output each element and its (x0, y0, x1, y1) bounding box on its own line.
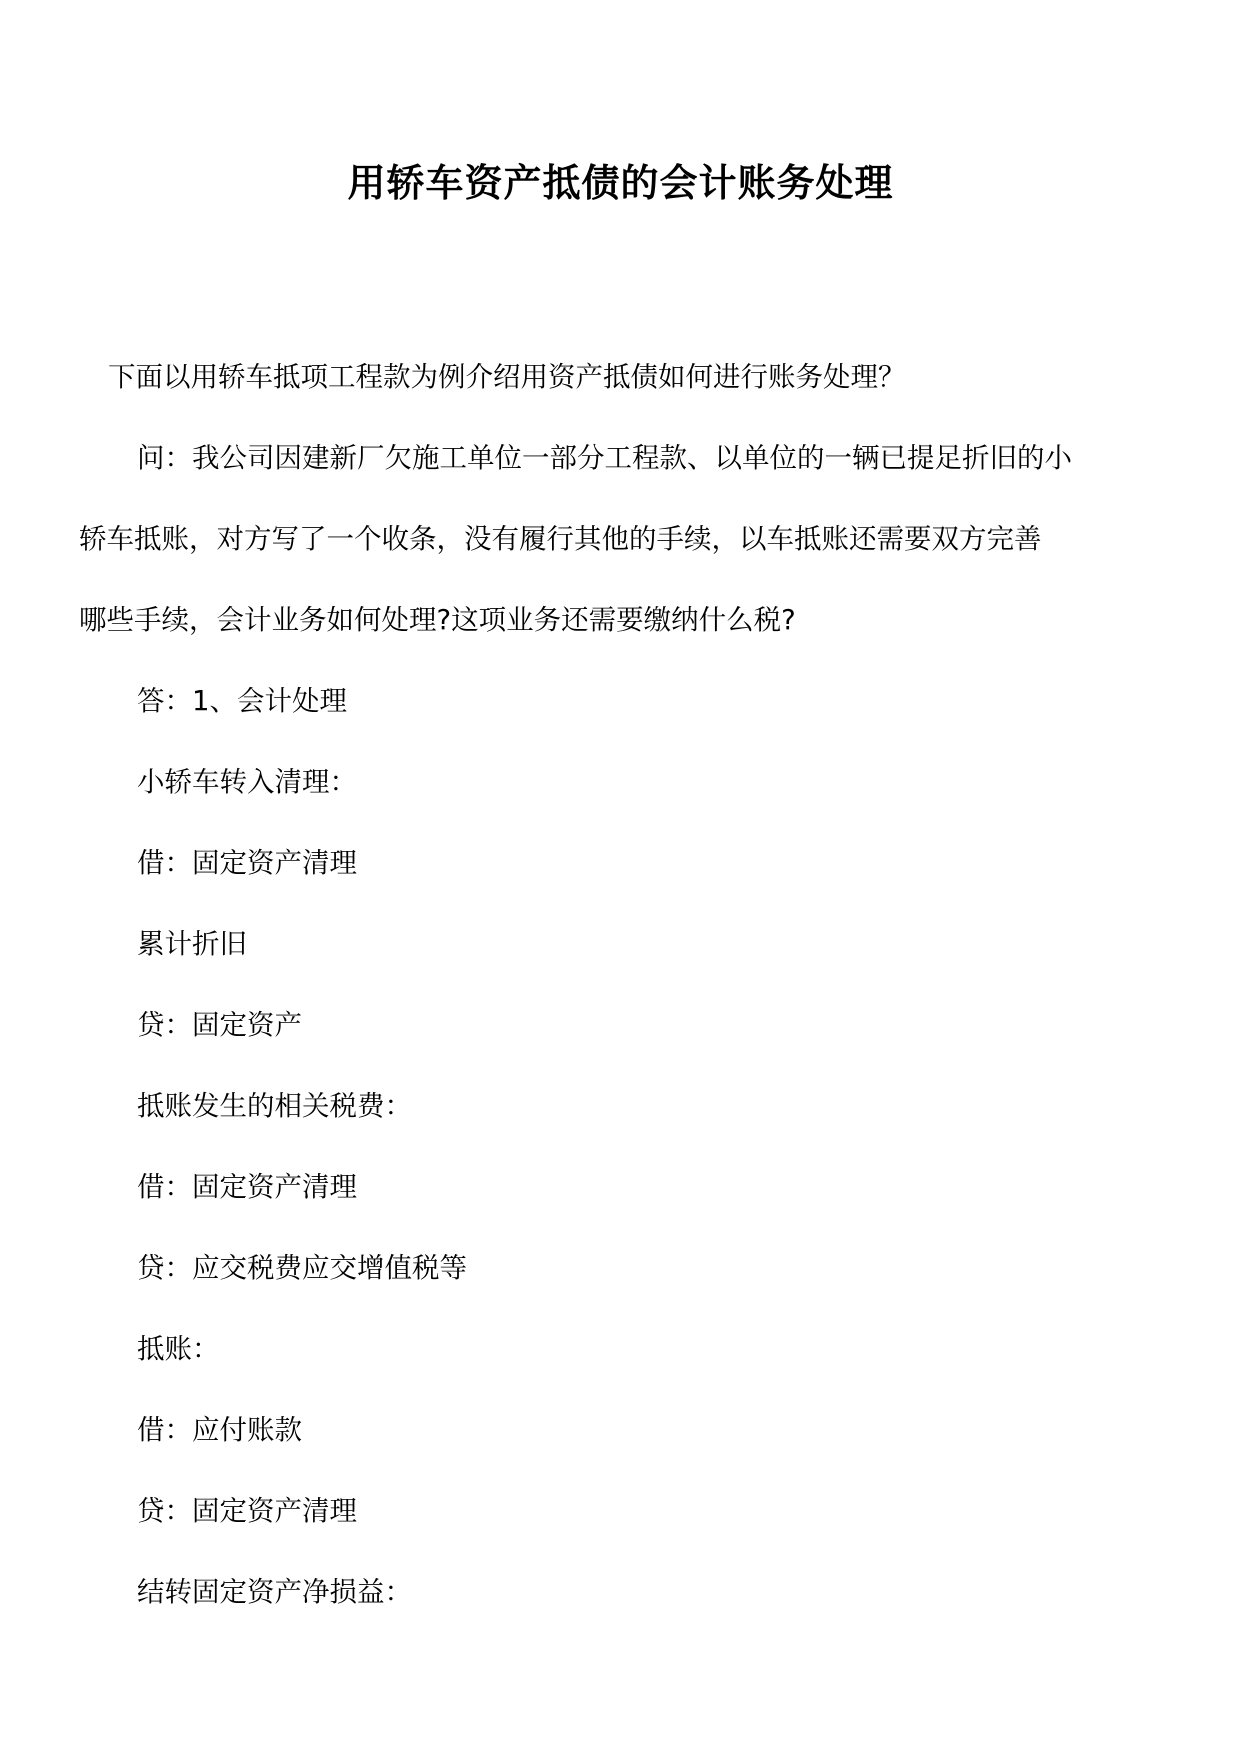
answer-line: 借：固定资产清理 (137, 1171, 357, 1203)
intro-paragraph: 下面以用轿车抵项工程款为例介绍用资产抵债如何进行账务处理？ (108, 361, 906, 393)
question-line: 轿车抵账，对方写了一个收条，没有履行其他的手续，以车抵账还需要双方完善 (79, 523, 1042, 555)
answer-line: 累计折旧 (137, 928, 247, 960)
answer-heading: 答：1、会计处理 (137, 685, 347, 717)
answer-line: 借：固定资产清理 (137, 847, 357, 879)
answer-line: 抵账发生的相关税费： (137, 1090, 412, 1122)
answer-line: 抵账： (137, 1333, 220, 1365)
question-line: 问：我公司因建新厂欠施工单位一部分工程款、以单位的一辆已提足折旧的小 (137, 442, 1072, 474)
answer-line: 贷：固定资产清理 (137, 1495, 357, 1527)
answer-line: 贷：固定资产 (137, 1009, 302, 1041)
answer-line: 结转固定资产净损益： (137, 1576, 412, 1608)
answer-line: 小轿车转入清理： (137, 766, 357, 798)
question-paragraph (79, 418, 1133, 661)
answer-line: 贷：应交税费应交增值税等 (137, 1252, 467, 1284)
document-body (79, 337, 1133, 1633)
answer-line: 借：应付账款 (137, 1414, 302, 1446)
question-line: 哪些手续，会计业务如何处理?这项业务还需要缴纳什么税? (79, 604, 796, 636)
document-title: 用轿车资产抵债的会计账务处理 (347, 160, 894, 205)
